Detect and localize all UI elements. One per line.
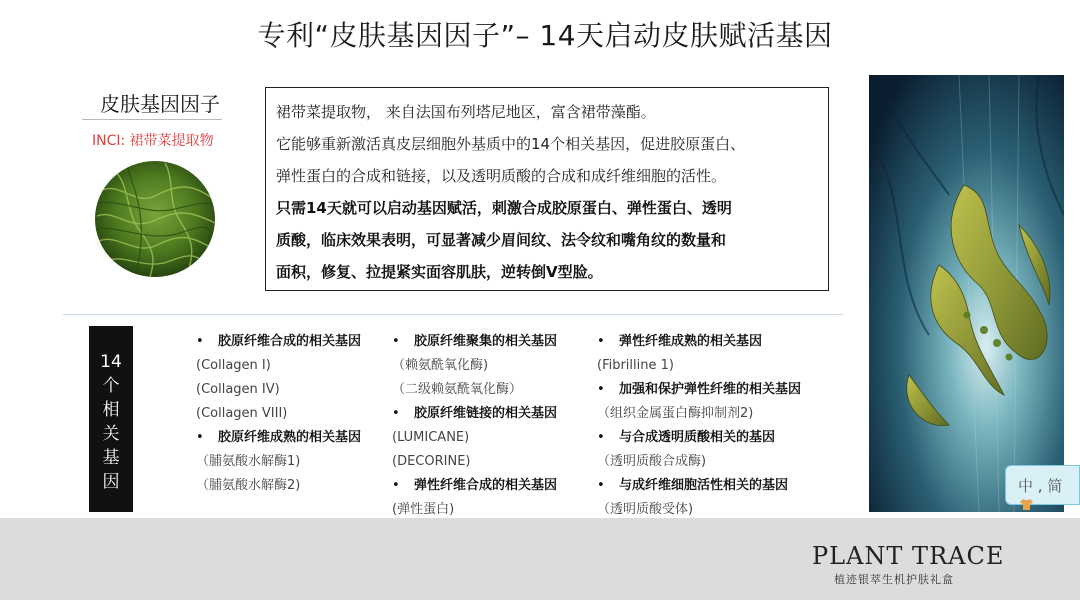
brand-subtitle: 植迹银萃生机护肤礼盒	[834, 573, 954, 586]
description-bold-line: 只需14天就可以启动基因赋活，刺激合成胶原蛋白、弹性蛋白、透明	[276, 199, 732, 217]
gene-item: （脯氨酸水解酶1)	[196, 454, 301, 469]
ime-separator: ,	[1037, 477, 1043, 495]
gene-category: • 胶原纤维成熟的相关基因	[196, 426, 361, 450]
gene-column-2	[392, 330, 557, 522]
tag-char: 个	[102, 376, 120, 396]
gene-item: （透明质酸合成酶)	[597, 454, 707, 469]
algae-circle-image	[95, 161, 215, 277]
gene-item: (Collagen I)	[196, 358, 271, 373]
gene-column-1	[196, 330, 361, 498]
gene-category: • 与成纤维细胞活性相关的基因	[597, 474, 801, 498]
gene-item: （透明质酸受体)	[597, 502, 694, 517]
gene-category: • 弹性纤维合成的相关基因	[392, 474, 557, 498]
tag-char: 基	[102, 448, 120, 468]
ime-language-indicator[interactable]	[1005, 465, 1080, 505]
gene-item: （脯氨酸水解酶2)	[196, 478, 301, 493]
gene-item: (LUMICANE)	[392, 430, 470, 445]
gene-column-3	[597, 330, 801, 522]
ime-lang-chinese: 中	[1018, 477, 1034, 495]
gene-category: • 弹性纤维成熟的相关基因	[597, 330, 801, 354]
tag-char: 14	[100, 352, 122, 372]
gene-item: （二级赖氨酰氧化酶）	[392, 382, 523, 397]
gene-category: • 胶原纤维合成的相关基因	[196, 330, 361, 354]
brand-logo: PLANT TRACE	[812, 542, 1005, 570]
gene-item: （组织金属蛋白酶抑制剂2)	[597, 406, 754, 421]
gene-category: • 胶原纤维链接的相关基因	[392, 402, 557, 426]
heading-underline	[82, 119, 222, 120]
section-divider	[63, 314, 843, 315]
tag-char: 因	[102, 472, 120, 492]
ime-lang-simplified: 简	[1047, 477, 1063, 495]
gene-item: (DECORINE)	[392, 454, 471, 469]
tshirt-icon	[1020, 497, 1033, 510]
description-line: 裙带菜提取物， 来自法国布列塔尼地区，富含裙带藻酯。	[276, 103, 656, 121]
slide-title: 专利“皮肤基因因子”– 14天启动皮肤赋活基因	[257, 19, 833, 52]
description-line: 弹性蛋白的合成和链接，以及透明质酸的合成和成纤维细胞的活性。	[276, 167, 727, 185]
gene-item: （赖氨酰氧化酶)	[392, 358, 489, 373]
gene-category: • 与合成透明质酸相关的基因	[597, 426, 801, 450]
description-bold-line: 质酸，临床效果表明，可显著减少眉间纹、法令纹和嘴角纹的数量和	[276, 231, 727, 249]
gene-category: • 加强和保护弹性纤维的相关基因	[597, 378, 801, 402]
genes-count-tag	[89, 326, 133, 512]
tag-char: 相	[102, 400, 120, 420]
description-box	[265, 87, 829, 291]
description-bold-line: 面积，修复、拉提紧实面容肌肤，逆转倒V型脸。	[276, 263, 603, 281]
gene-item: (Collagen VIII)	[196, 406, 288, 421]
gene-item: (Collagen IV)	[196, 382, 280, 397]
kelp-underwater-photo	[869, 75, 1064, 512]
inci-label: INCI: 裙带菜提取物	[92, 133, 214, 149]
description-line: 它能够重新激活真皮层细胞外基质中的14个相关基因，促进胶原蛋白、	[276, 135, 746, 153]
ingredient-heading: 皮肤基因因子	[100, 92, 220, 116]
tag-char: 关	[102, 424, 120, 444]
gene-item: (Fibrilline 1)	[597, 358, 674, 373]
gene-item: (弹性蛋白)	[392, 502, 455, 517]
gene-category: • 胶原纤维聚集的相关基因	[392, 330, 557, 354]
